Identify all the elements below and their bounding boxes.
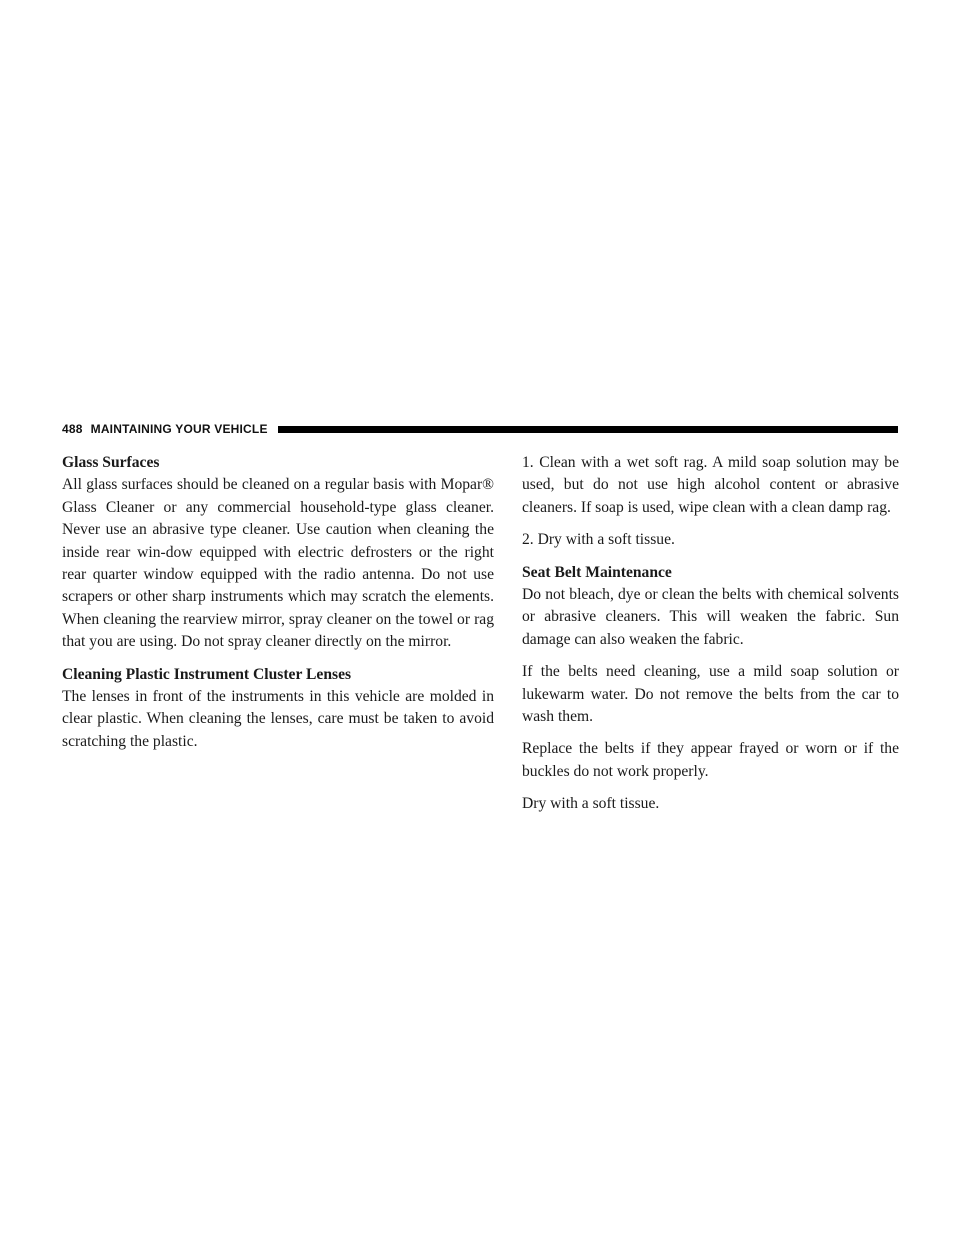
seat-belt-p1: Do not bleach, dye or clean the belts with chemical solvents or abrasive cleaners. This will weaken the fabric. Sun damage can also weaken the fabric. bbox=[522, 586, 899, 648]
section-title: MAINTAINING YOUR VEHICLE bbox=[90, 422, 268, 436]
seat-belt-p3: Replace the belts if they appear frayed or worn or if the buckles do not work properly. bbox=[522, 740, 899, 780]
seat-belt-heading: Seat Belt Maintenance bbox=[522, 563, 672, 581]
lenses-body: The lenses in front of the instruments in this vehicle are molded in clear plastic. When cleaning the lenses, care must be taken to avoid scratching the plastic. bbox=[62, 688, 494, 750]
page-header bbox=[62, 422, 898, 436]
seat-belt-p4: Dry with a soft tissue. bbox=[522, 795, 660, 813]
step-2: 2. Dry with a soft tissue. bbox=[522, 531, 675, 549]
header-rule bbox=[278, 426, 898, 433]
step-1: 1. Clean with a wet soft rag. A mild soap solution may be used, but do not use high alcohol content or abrasive cleaners. If soap is used, wipe clean with a clean damp rag. bbox=[522, 454, 899, 516]
glass-surfaces-body: All glass surfaces should be cleaned on a regular basis with Mopar® Glass Cleaner or any commercial household-type glass cleaner. Never use an abrasive type cleaner. Use caution when cleaning the inside rear win-dow equipped with electric defrosters or the right rear quarter window equipped with the radio antenna. Do not use scrapers or other sharp instruments which may scratch the elements. When cleaning the rearview mirror, spray cleaner on the towel or rag that you are using. Do not spray cleaner directly on the mirror. bbox=[62, 476, 494, 651]
seat-belt-p2: If the belts need cleaning, use a mild soap solution or lukewarm water. Do not remove the belts from the car to wash them. bbox=[522, 663, 899, 726]
left-column bbox=[62, 452, 494, 763]
page-number: 488 bbox=[62, 422, 83, 436]
glass-surfaces-heading: Glass Surfaces bbox=[62, 454, 160, 471]
lenses-heading: Cleaning Plastic Instrument Cluster Lenses bbox=[62, 665, 352, 683]
right-column bbox=[522, 452, 899, 826]
